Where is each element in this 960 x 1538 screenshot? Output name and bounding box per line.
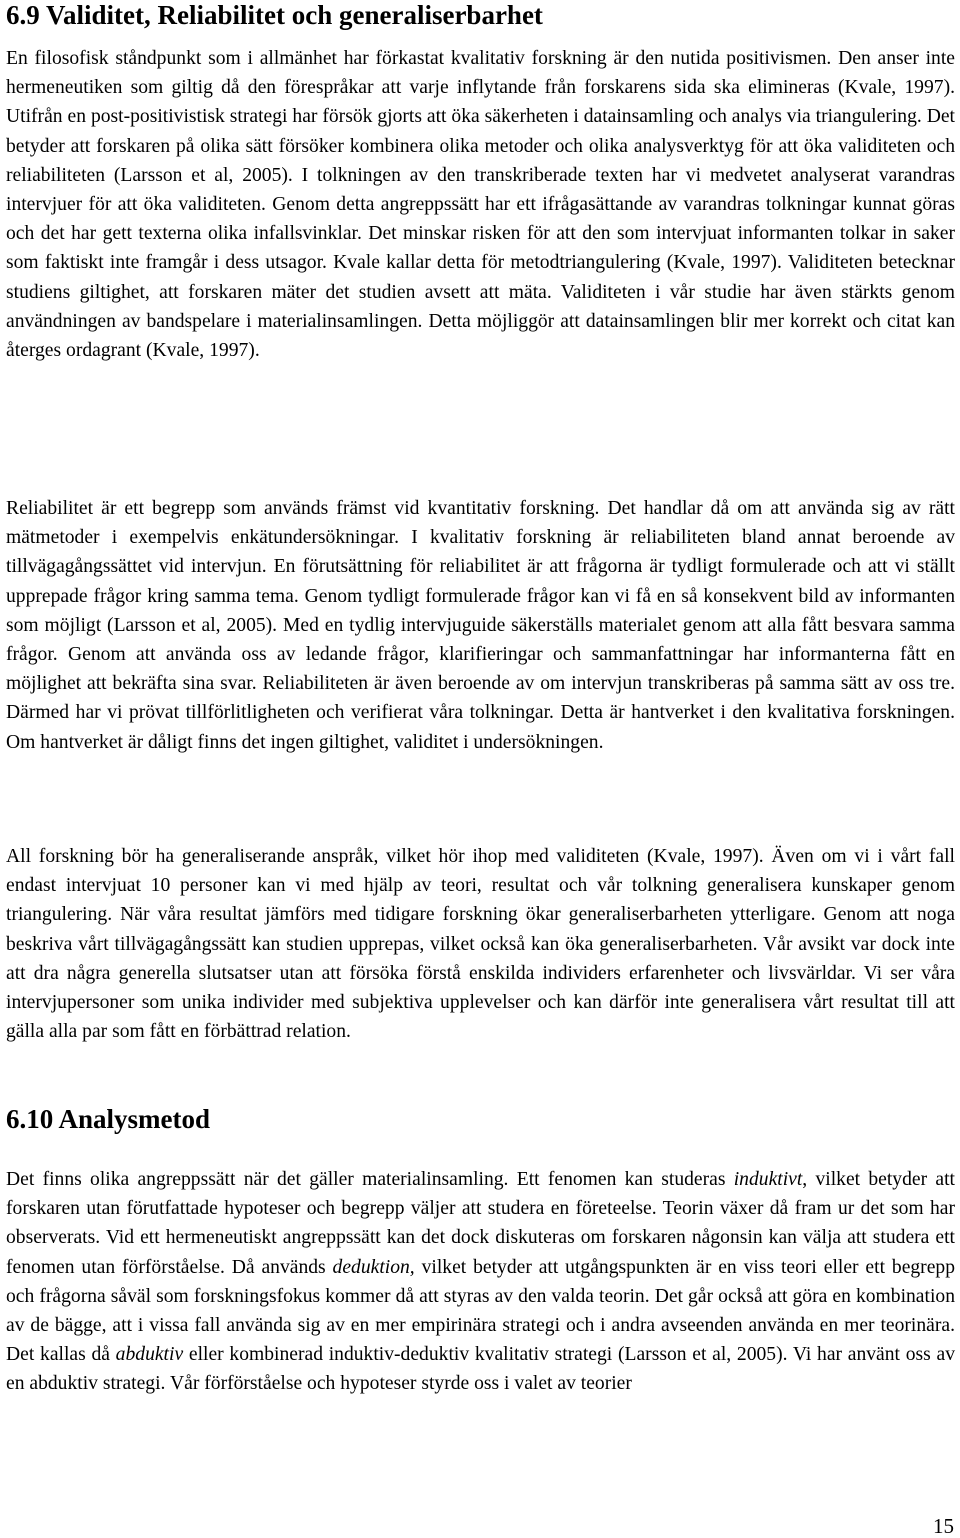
section-heading-validity: 6.9 Validitet, Reliabilitet och generaliserbarhet (6, 0, 543, 30)
paragraph-validity: En filosofisk ståndpunkt som i allmänhet har förkastat kvalitativ forskning är den nutida positivismen. Den anser inte hermeneutiken som giltig då den förespråkar att varje inflytande från forskarens sida ska elimineras (Kvale, 1997). Utifrån en post-positivistisk strategi har försök gjorts att öka säkerheten i datainsamling och analys via triangulering. Det betyder att forskaren på olika sätt försöker kombinera olika metoder och olika analysverktyg för att öka validiteten och reliabiliteten (Larsson et al, 2005). I tolkningen av den transkriberade texten har vi medvetet analyserat varandras intervjuer för att öka validiteten. Genom detta angreppssätt har ett ifrågasättande av varandras tolkningar kunnat göras och det har gett texterna olika infallsvinklar. Det minskar risken för att den som intervjuat informanten tolkar in saker som faktiskt inte framgår i dess utsagor. Kvale kallar detta för metodtriangulering (Kvale, 1997). Validiteten betecknar studiens giltighet, att forskaren mäter det studien avsett att mäta. Validiteten i vår studie har även stärkts genom användningen av bandspelare i materialinsamlingen. Detta möjliggör att datainsamlingen blir mer korrekt och citat kan återges ordagrant (Kvale, 1997). (6, 48, 955, 362)
italic-term-inductive: induktivt (733, 1169, 803, 1190)
paragraph-text-part-3: vilket betyder att utgångspunkten är en viss teori eller ett begrepp och frågorna såväl som forskningsfokus kommer då att styras av den valda teorin. Det går också att göra en kombination av de bägge, att i vissa fall använda sig av en mer empirinära strategi och i andra avseenden använda en mer teorinära. Det kallas då (6, 1256, 955, 1366)
paragraph-generalizability: All forskning bör ha generaliserande anspråk, vilket hör ihop med validiteten (Kvale, 1997). Även om vi i vårt fall endast intervjuat 10 personer kan vi med hjälp av teori, resultat och vår tolkning generalisera kunskaper genom triangulering. När våra resultat jämförs med tidigare forskning ökar generaliserbarheten ytterligare. Genom att noga beskriva vårt tillvägagångssätt kan studien upprepas, vilket också kan öka generaliserbarheten. Vår avsikt var dock inte att dra några generella slutsatser utan att försöka förstå enskilda individers erfarenheter och livsvärldar. Vi ser våra intervjupersoner som unika individer med subjektiva upplevelser och kan därför inte generalisera vårt resultat till att gälla alla par som fått en förbättrad relation. (6, 846, 955, 1043)
italic-term-deduction: deduktion, (332, 1256, 415, 1278)
paragraph-text-part-1: Det finns olika angreppssätt när det gäller materialinsamling. Ett fenomen kan studeras (6, 1169, 734, 1190)
paragraph-text-part-4: eller kombinerad induktiv-deduktiv kvalitativ strategi (Larsson et al, 2005). Vi har använt oss av en abduktiv strategi. Vår förförståelse och hypoteser styrde oss i valet av teorier (6, 1344, 955, 1395)
section-heading-analysis-method: 6.10 Analysmetod (6, 1104, 211, 1134)
page-number: 15 (933, 1514, 954, 1538)
paragraph-analysis-method (6, 1165, 955, 1399)
paragraph-reliability: Reliabilitet är ett begrepp som används främst vid kvantitativ forskning. Det handlar då om att använda sig av rätt mätmetoder i exempelvis enkätundersökningar. I kvalitativ forskning är reliabiliteten bland annat beroende av tillvägagångssättet vid intervjun. En förutsättning för reliabilitet är att frågorna är tydligt formulerade och att vi ställt upprepade frågor kring samma tema. Genom tydligt formulerade frågor kan vi få en så konsekvent bild av informanten som möjligt (Larsson et al, 2005). Med en tydlig intervjuguide säkerställs materialet genom att alla fått besvara samma frågor. Genom att använda oss av ledande frågor, klarifieringar och sammanfattningar har informanterna fått en möjlighet att bekräfta sina svar. Reliabiliteten är även beroende av om intervjun transkriberas på samma sätt av oss tre. Därmed har vi prövat tillförlitligheten och verifierat våra tolkningar. Detta är hantverket i den kvalitativa forskningen. Om hantverket är dåligt finns det ingen giltighet, validitet i undersökningen. (6, 498, 955, 753)
italic-term-abductive: abduktiv (115, 1344, 184, 1366)
paragraph-text-part-2: , vilket betyder att forskaren utan förutfattade hypoteser och begrepp väljer att studera en företeelse. Teorin växer då fram ur det som har observerats. Vid ett hermeneutiskt angreppssätt kan det dock diskuteras om forskaren någonsin kan välja att studera ett fenomen utan förförståelse. Då används (6, 1169, 955, 1278)
